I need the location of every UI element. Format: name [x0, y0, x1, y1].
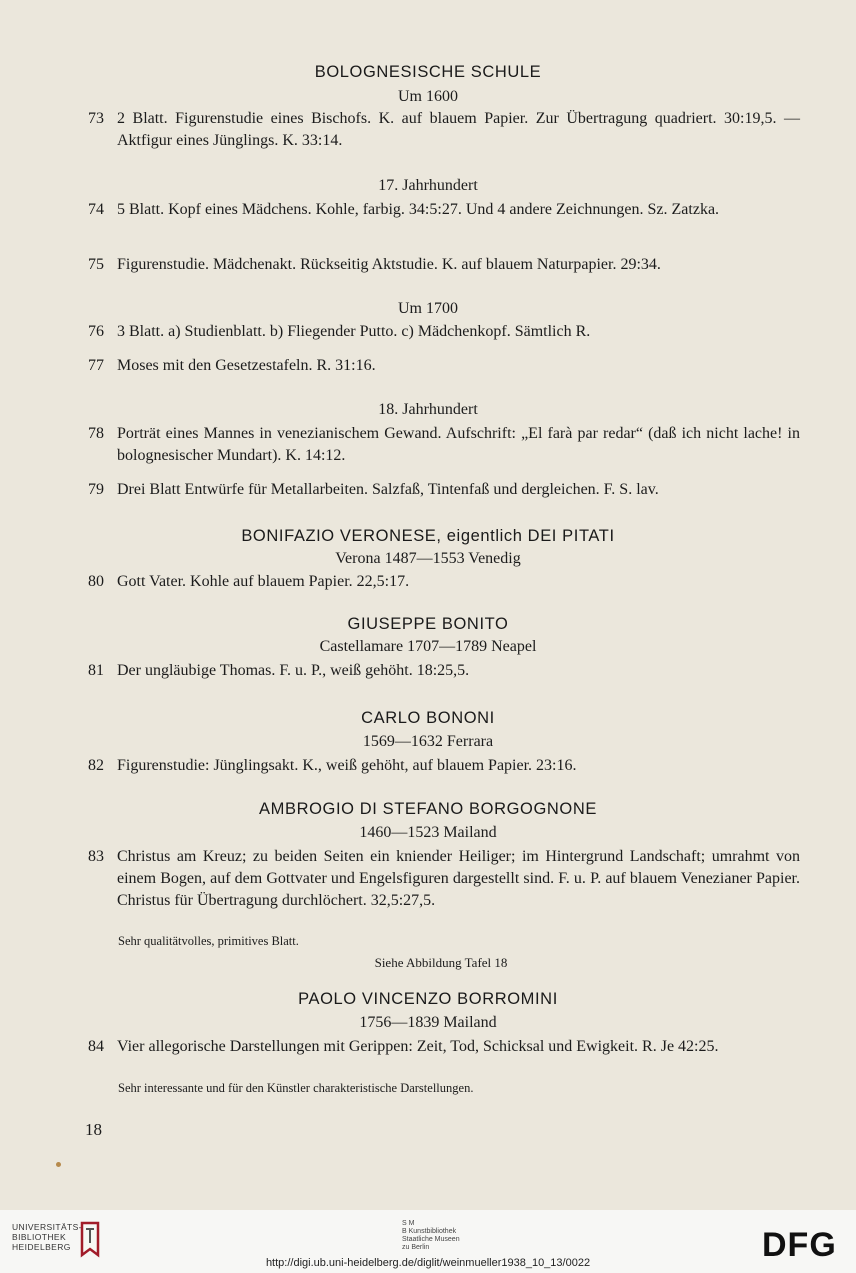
catalog-entry	[88, 254, 800, 276]
entry-number: 81	[88, 662, 104, 679]
heidelberg-logo-icon	[78, 1219, 104, 1259]
catalog-entry	[88, 321, 800, 343]
entry-number: 78	[88, 425, 104, 442]
entry-number: 74	[88, 201, 104, 218]
entry-text: Vier allegorische Darstellungen mit Gerippen: Zeit, Tod, Schicksal und Ewigkeit. R. Je 42:25.	[117, 1038, 719, 1055]
entry-number: 84	[88, 1038, 104, 1055]
catalog-entry	[88, 108, 800, 152]
uni-line: HEIDELBERG	[12, 1242, 71, 1252]
entry-text: Christus am Kreuz; zu beiden Seiten ein kniender Heiliger; im Hintergrund Landschaft; umrahmt von einem Bogen, auf dem Gottvater und Engelsfiguren dargestellt sind. F. u. P. auf blauem Venezianer Papier. Christus für Übertragung durchlöchert. 32,5:27,5.	[117, 848, 800, 909]
entry-number: 75	[88, 256, 104, 273]
section-subheading: 18. Jahrhundert	[378, 401, 478, 418]
entry-note: Sehr qualitätvolles, primitives Blatt.	[118, 934, 299, 948]
artist-heading: CARLO BONONI	[361, 709, 495, 727]
catalog-entry	[88, 199, 800, 221]
entry-text: Porträt eines Mannes in venezianischem Gewand. Aufschrift: „El farà par redar“ (daß ich nicht lache! in bolognesischer Mundart). K. 14:12.	[117, 425, 800, 464]
uni-line: UNIVERSITÄTS-	[12, 1222, 82, 1232]
section-subheading: 17. Jahrhundert	[378, 177, 478, 194]
entry-note: Sehr interessante und für den Künstler charakteristische Darstellungen.	[118, 1081, 474, 1095]
entry-text: 3 Blatt. a) Studienblatt. b) Fliegender Putto. c) Mädchenkopf. Sämtlich R.	[117, 323, 591, 340]
artist-dates: 1569—1632 Ferrara	[362, 733, 494, 750]
artist-dates: Castellamare 1707—1789 Neapel	[319, 638, 537, 655]
catalog-entry	[88, 846, 800, 912]
entry-text: 2 Blatt. Figurenstudie eines Bischofs. K. auf blauem Papier. Zur Übertragung quadriert. 30:19,5. — Aktfigur eines Jünglings. K. 33:14.	[117, 110, 800, 149]
page-number: 18	[85, 1120, 102, 1139]
entry-text: Gott Vater. Kohle auf blauem Papier. 22,5:17.	[117, 573, 410, 590]
entry-number: 82	[88, 757, 104, 774]
entry-number: 76	[88, 323, 104, 340]
section-heading: BOLOGNESISCHE SCHULE	[314, 63, 542, 81]
entry-text: Der ungläubige Thomas. F. u. P., weiß gehöht. 18:25,5.	[117, 662, 470, 679]
section-subheading: Um 1600	[398, 88, 458, 105]
artist-dates: 1756—1839 Mailand	[359, 1014, 497, 1031]
plate-reference: Siehe Abbildung Tafel 18	[374, 955, 508, 970]
catalog-entry	[88, 479, 800, 501]
entry-text: Drei Blatt Entwürfe für Metallarbeiten. Salzfaß, Tintenfaß und dergleichen. F. S. lav.	[117, 481, 659, 498]
entry-number: 73	[88, 110, 104, 127]
catalog-entry	[88, 755, 800, 777]
entry-number: 80	[88, 573, 104, 590]
entry-text: 5 Blatt. Kopf eines Mädchens. Kohle, farbig. 34:5:27. Und 4 andere Zeichnungen. Sz. Zatzka.	[117, 201, 720, 218]
entry-number: 77	[88, 357, 104, 374]
sm-kunstbibliothek-label	[402, 1220, 460, 1252]
catalog-entry	[88, 355, 800, 377]
entry-text: Figurenstudie: Jünglingsakt. K., weiß gehöht, auf blauem Papier. 23:16.	[117, 757, 577, 774]
entry-text: Moses mit den Gesetzestafeln. R. 31:16.	[117, 357, 376, 374]
entry-number: 83	[88, 848, 104, 865]
artist-heading: PAOLO VINCENZO BORROMINI	[298, 990, 558, 1008]
sm-line: S M	[402, 1220, 415, 1227]
uni-line: BIBLIOTHEK	[12, 1232, 67, 1242]
artist-dates: Verona 1487—1553 Venedig	[335, 550, 521, 567]
sm-line: B Kunstbibliothek	[402, 1228, 457, 1235]
dfg-logo: DFG	[762, 1226, 837, 1264]
catalog-entry	[88, 423, 800, 467]
section-subheading: Um 1700	[398, 300, 458, 317]
artist-dates: 1460—1523 Mailand	[359, 824, 497, 841]
entry-number: 79	[88, 481, 104, 498]
artist-heading: AMBROGIO DI STEFANO BORGOGNONE	[259, 800, 597, 818]
catalog-entry	[88, 1036, 800, 1058]
artist-heading: GIUSEPPE BONITO	[347, 615, 509, 633]
ink-spot	[56, 1162, 61, 1167]
catalog-entry	[88, 571, 800, 593]
source-url[interactable]: http://digi.ub.uni-heidelberg.de/diglit/weinmueller1938_10_13/0022	[265, 1257, 591, 1269]
university-library-label	[12, 1222, 82, 1252]
sm-line: zu Berlin	[402, 1244, 430, 1251]
entry-text: Figurenstudie. Mädchenakt. Rückseitig Aktstudie. K. auf blauem Naturpapier. 29:34.	[117, 256, 661, 273]
catalog-entry	[88, 660, 800, 682]
artist-heading: BONIFAZIO VERONESE, eigentlich DEI PITATI	[241, 527, 615, 545]
sm-line: Staatliche Museen	[402, 1236, 460, 1243]
